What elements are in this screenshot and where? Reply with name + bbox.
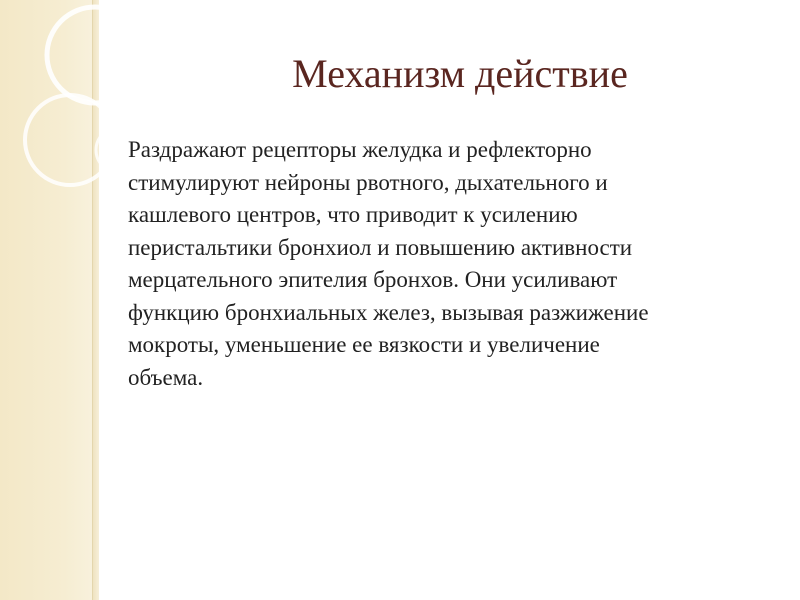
body-line: Раздражают рецепторы желудка и рефлекторно: [128, 137, 592, 162]
body-line: функцию бронхиальных желез, вызывая разжижение: [128, 299, 649, 325]
body-line: кашлевого центров, что приводит к усилению: [128, 202, 578, 227]
decorative-rings-icon: [0, 0, 140, 230]
body-line: мокроты, уменьшение ее вязкости и увеличение: [128, 332, 600, 357]
body-line: объема.: [128, 364, 204, 390]
body-line: стимулируют нейроны рвотного, дыхательного и: [128, 169, 608, 195]
slide-body: [128, 134, 778, 394]
body-line: перистальтики бронхиол и повышению активности: [128, 234, 633, 260]
body-line: мерцательного эпителия бронхов. Они усиливают: [128, 267, 618, 292]
slide-title: Механизм действие: [292, 51, 628, 96]
